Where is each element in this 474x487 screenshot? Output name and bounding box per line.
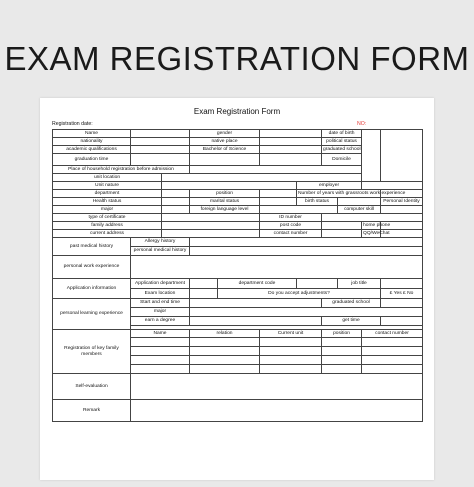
registration-table <box>52 129 423 422</box>
family-cell[interactable] <box>131 338 190 347</box>
label-computer-skill: computer skill <box>338 206 381 214</box>
family-cell[interactable] <box>260 365 322 374</box>
label-graduated-school-2: graduated school <box>322 299 381 308</box>
input-current-address[interactable] <box>162 230 260 238</box>
family-cell[interactable] <box>190 365 260 374</box>
input-name[interactable] <box>131 130 190 138</box>
input-start-end-time[interactable] <box>190 299 322 308</box>
label-political-status: political status <box>322 138 362 146</box>
input-employer[interactable] <box>362 182 423 190</box>
family-cell[interactable] <box>190 356 260 365</box>
input-native-place[interactable] <box>260 138 322 146</box>
input-academic-qualifications[interactable] <box>131 146 190 154</box>
label-graduation-time: graduation time <box>53 154 131 166</box>
input-foreign-language-level[interactable] <box>260 206 338 214</box>
input-unit-nature[interactable] <box>162 182 297 190</box>
label-job-title: job title <box>338 279 381 289</box>
label-date-of-birth: date of birth <box>322 130 362 138</box>
label-gender: gender <box>190 130 260 138</box>
label-employer: employer <box>297 182 362 190</box>
label-application-department: Application department <box>131 279 190 289</box>
label-home-phone: home phone <box>363 222 391 228</box>
input-graduated-school-2[interactable] <box>381 299 423 308</box>
label-unit-location: unit location <box>53 174 162 182</box>
label-self-evaluation: Self-evaluation <box>53 374 131 400</box>
input-get-time[interactable] <box>381 317 423 326</box>
label-birth-status: birth status <box>297 198 338 206</box>
input-department-code[interactable] <box>297 279 338 289</box>
family-cell[interactable] <box>131 365 190 374</box>
label-past-medical-history: past medical history <box>53 238 131 256</box>
label-native-place: native place <box>190 138 260 146</box>
input-department[interactable] <box>162 190 190 198</box>
label-application-information: Application information <box>53 279 131 299</box>
input-family-address[interactable] <box>162 222 260 230</box>
family-cell[interactable] <box>260 356 322 365</box>
family-cell[interactable] <box>322 338 362 347</box>
label-personal-learning-experience: personal learning experience <box>53 299 131 330</box>
input-computer-skill[interactable] <box>381 206 423 214</box>
family-cell[interactable] <box>190 347 260 356</box>
input-application-department[interactable] <box>190 279 218 289</box>
label-name: Name <box>53 130 131 138</box>
form-number-label: NO: <box>357 121 367 127</box>
family-cell[interactable] <box>260 347 322 356</box>
family-cell[interactable] <box>322 347 362 356</box>
family-cell[interactable] <box>260 338 322 347</box>
label-health-status: Health status <box>53 198 162 206</box>
label-domicile-spacer <box>190 154 260 166</box>
label-unit-nature: Unit nature <box>53 182 162 190</box>
input-personal-medical-history[interactable] <box>190 247 423 256</box>
family-cell[interactable] <box>362 347 423 356</box>
form-title: Exam Registration Form <box>193 107 281 116</box>
label-academic-qualifications: academic qualifications <box>53 146 131 154</box>
registration-date-label: Registration date: <box>52 121 93 127</box>
page-title: EXAM REGISTRATION FORM <box>4 40 470 77</box>
label-allergy-history: Allergy history <box>131 238 190 247</box>
family-cell[interactable] <box>131 356 190 365</box>
input-health-status[interactable] <box>162 198 190 206</box>
label-department-code: department code <box>218 279 297 289</box>
input-post-code[interactable] <box>322 222 362 230</box>
input-domicile[interactable] <box>260 154 322 166</box>
label-contact-number: contact number <box>260 230 322 238</box>
label-start-end-time: Start and end time <box>131 299 190 308</box>
input-exam-location[interactable] <box>190 289 218 299</box>
label-years-grassroots: Number of years with grassroots work experience <box>298 190 406 196</box>
label-department: department <box>53 190 162 198</box>
family-cell[interactable] <box>362 356 423 365</box>
input-bachelor-of-science[interactable] <box>260 146 322 154</box>
input-marital-status[interactable] <box>260 198 297 206</box>
input-remark[interactable] <box>131 400 423 422</box>
label-foreign-language-level: foreign language level <box>190 206 260 214</box>
label-earn-a-degree: earn a degree <box>131 317 190 326</box>
input-graduation-time[interactable] <box>131 154 190 166</box>
label-id-number: ID number <box>260 214 322 222</box>
label-bachelor-of-science: Bachelor of Science <box>190 146 260 154</box>
family-cell[interactable] <box>190 338 260 347</box>
header-family-position: position <box>322 330 362 338</box>
label-get-time: get time <box>322 317 381 326</box>
label-personal-identity: Personal Identity <box>381 198 423 206</box>
input-earn-a-degree[interactable] <box>190 317 322 326</box>
label-current-address: current address <box>53 230 162 238</box>
input-position[interactable] <box>260 190 297 198</box>
label-family-address: family address <box>53 222 162 230</box>
label-type-of-certificate: type of certificate <box>53 214 162 222</box>
label-key-family-members: Registration of key family members <box>53 330 131 374</box>
adjustments-yes-no-choice[interactable]: £ Yes £ No <box>381 289 423 299</box>
input-major[interactable] <box>162 206 190 214</box>
label-household-registration: Place of household registration before admission <box>53 166 190 174</box>
family-cell[interactable] <box>131 347 190 356</box>
input-personal-work-experience[interactable] <box>131 256 423 279</box>
form-sheet <box>40 98 434 480</box>
input-birth-status[interactable] <box>338 198 381 206</box>
input-id-number[interactable] <box>322 214 423 222</box>
label-major-2: major <box>131 308 190 317</box>
photo-box[interactable] <box>362 130 381 182</box>
input-major-2[interactable] <box>190 308 423 317</box>
header-family-contact-number: contact number <box>362 330 423 338</box>
label-marital-status: marital status <box>190 198 260 206</box>
input-allergy-history[interactable] <box>190 238 423 247</box>
label-adjustments-question: Do you accept adjustments? <box>218 289 381 299</box>
input-nationality[interactable] <box>131 138 190 146</box>
label-post-code: post code <box>260 222 322 230</box>
label-exam-location: Exam location <box>131 289 190 299</box>
family-cell[interactable] <box>322 356 362 365</box>
family-cell[interactable] <box>322 365 362 374</box>
input-gender[interactable] <box>260 130 322 138</box>
label-personal-work-experience: personal work experience <box>53 256 131 279</box>
label-nationality: nationality <box>53 138 131 146</box>
input-self-evaluation[interactable] <box>131 374 423 400</box>
header-family-name: Name <box>131 330 190 338</box>
input-unit-location[interactable] <box>162 174 362 182</box>
input-household-registration[interactable] <box>190 166 362 174</box>
label-qq-wechat: QQ/WeChat <box>363 230 390 236</box>
header-family-current-unit: Current unit <box>260 330 322 338</box>
input-contact-number[interactable] <box>322 230 362 238</box>
label-position: position <box>190 190 260 198</box>
family-cell[interactable] <box>362 338 423 347</box>
label-graduated-school: graduated school <box>323 146 361 152</box>
label-remark: Remark <box>53 400 131 422</box>
label-personal-medical-history: personal medical history <box>131 247 190 256</box>
photo-box-right <box>381 130 423 182</box>
input-type-of-certificate[interactable] <box>162 214 260 222</box>
label-major: major <box>53 206 162 214</box>
input-job-title[interactable] <box>381 279 423 289</box>
family-cell[interactable] <box>362 365 423 374</box>
header-family-relation: relation <box>190 330 260 338</box>
label-domicile: Domicile <box>322 154 362 166</box>
